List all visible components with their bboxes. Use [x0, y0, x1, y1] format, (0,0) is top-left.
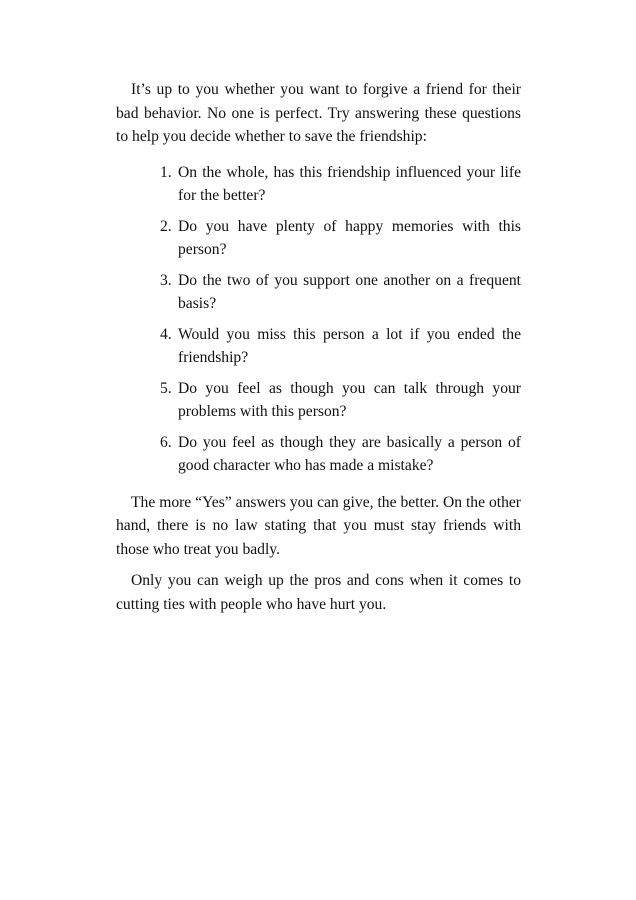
list-item [116, 269, 521, 316]
list-item-text: Would you miss this person a lot if you ended the friendship? [178, 325, 521, 366]
list-item-number: 4. [160, 325, 172, 343]
list-item-number: 6. [160, 433, 172, 451]
list-item-number: 1. [160, 163, 172, 181]
document-page [116, 78, 521, 616]
list-item [116, 431, 521, 478]
list-item-number: 5. [160, 379, 172, 397]
closing-paragraph-yes-answers: The more “Yes” answers you can give, the better. On the other hand, there is no law stating that you must stay friends with those who treat you badly. [116, 493, 521, 558]
list-item [116, 215, 521, 262]
list-item-text: Do you have plenty of happy memories with this person? [178, 217, 521, 258]
intro-paragraph: It’s up to you whether you want to forgive a friend for their bad behavior. No one is perfect. Try answering these questions to help you decide whether to save the friendship: [116, 81, 521, 145]
list-item-text: Do you feel as though you can talk through your problems with this person? [178, 379, 521, 420]
list-item-text: Do you feel as though they are basically a person of good character who has made a mistake? [178, 433, 521, 474]
list-item [116, 161, 521, 208]
list-item [116, 377, 521, 424]
closing-paragraph-weigh-up: Only you can weigh up the pros and cons when it comes to cutting ties with people who have hurt you. [116, 572, 521, 613]
list-item-number: 3. [160, 271, 172, 289]
list-item [116, 323, 521, 370]
list-item-number: 2. [160, 217, 172, 235]
list-item-text: Do the two of you support one another on a frequent basis? [178, 271, 521, 312]
list-item-text: On the whole, has this friendship influenced your life for the better? [178, 163, 521, 204]
question-list [116, 161, 521, 478]
